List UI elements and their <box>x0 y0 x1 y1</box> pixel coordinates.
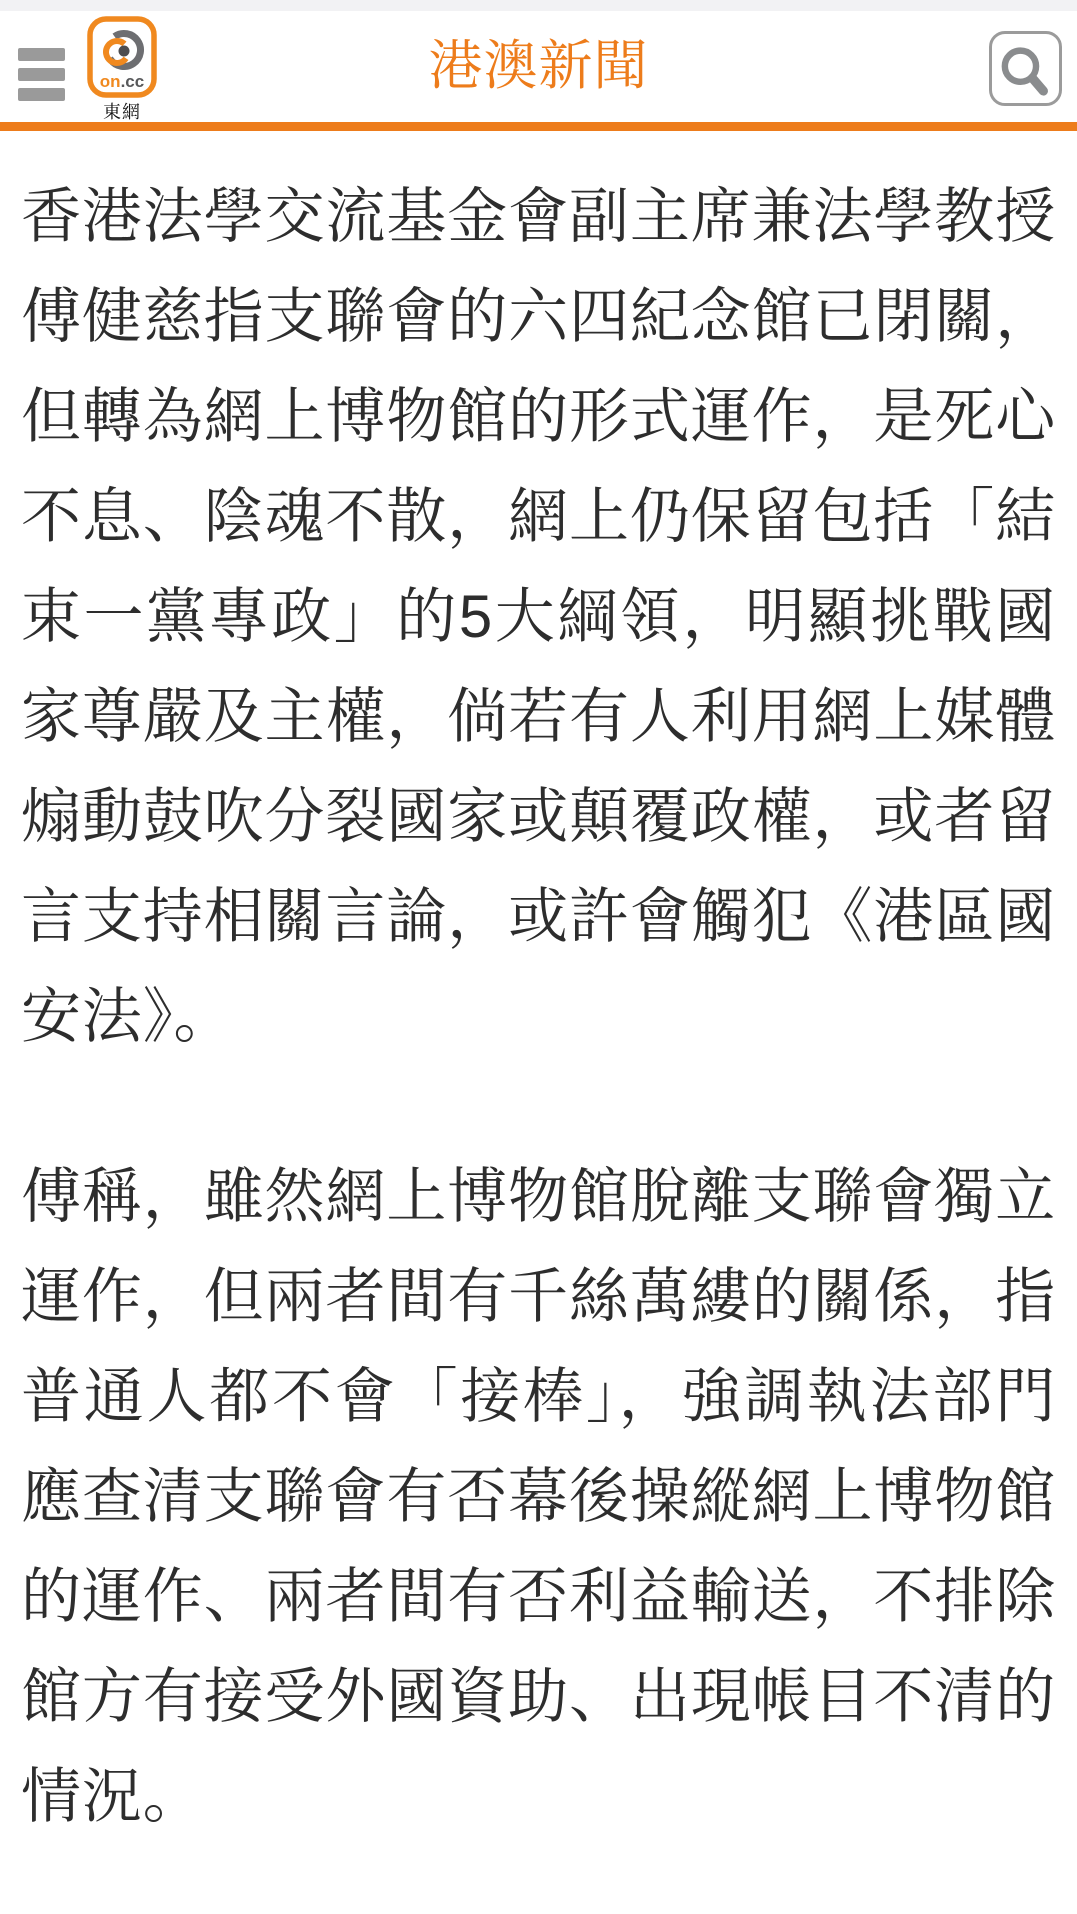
text-line: 但轉為網上博物館的形式運作，是死心 <box>21 383 1056 450</box>
text-line: 言支持相關言論，或許會觸犯《港區國 <box>21 883 1056 950</box>
search-icon <box>992 34 1059 103</box>
logo-brand-on: on <box>99 72 121 91</box>
text-line: 普通人都不會「接棒」，強調執法部門 <box>21 1363 1056 1430</box>
status-strip <box>0 0 1077 11</box>
text-line: 運作，但兩者間有千絲萬縷的關係，指 <box>21 1263 1056 1330</box>
oncc-logo-label: 東網 <box>103 102 141 122</box>
search-button[interactable] <box>989 31 1062 106</box>
logo-brand-cc: .cc <box>120 72 145 91</box>
paragraph <box>21 167 1056 1067</box>
header <box>0 0 1077 131</box>
text-line: 束一黨專政」的5大綱領，明顯挑戰國 <box>21 583 1056 650</box>
text-line: 的運作、兩者間有否利益輸送，不排除 <box>21 1563 1056 1630</box>
text-line: 應查清支聯會有否幕後操縱網上博物館 <box>21 1463 1056 1530</box>
article-body <box>0 131 1077 1847</box>
page-title: 港澳新聞 <box>428 36 649 96</box>
text-line: 安法》。 <box>21 983 235 1050</box>
header-divider <box>0 122 1077 131</box>
text-line: 情況。 <box>21 1763 204 1830</box>
text-line: 不息、陰魂不散，網上仍保留包括「結 <box>21 483 1056 550</box>
paragraph <box>21 1147 1056 1847</box>
text-line: 煽動鼓吹分裂國家或顛覆政權，或者留 <box>21 783 1056 850</box>
text-line: 傅健慈指支聯會的六四紀念館已閉關， <box>21 283 1056 350</box>
text-line: 家尊嚴及主權，倘若有人利用網上媒體 <box>21 683 1056 750</box>
text-line: 香港法學交流基金會副主席兼法學教授 <box>21 183 1056 250</box>
text-line: 傅稱，雖然網上博物館脫離支聯會獨立 <box>21 1163 1056 1230</box>
text-line: 館方有接受外國資助、出現帳目不清的 <box>21 1663 1056 1730</box>
